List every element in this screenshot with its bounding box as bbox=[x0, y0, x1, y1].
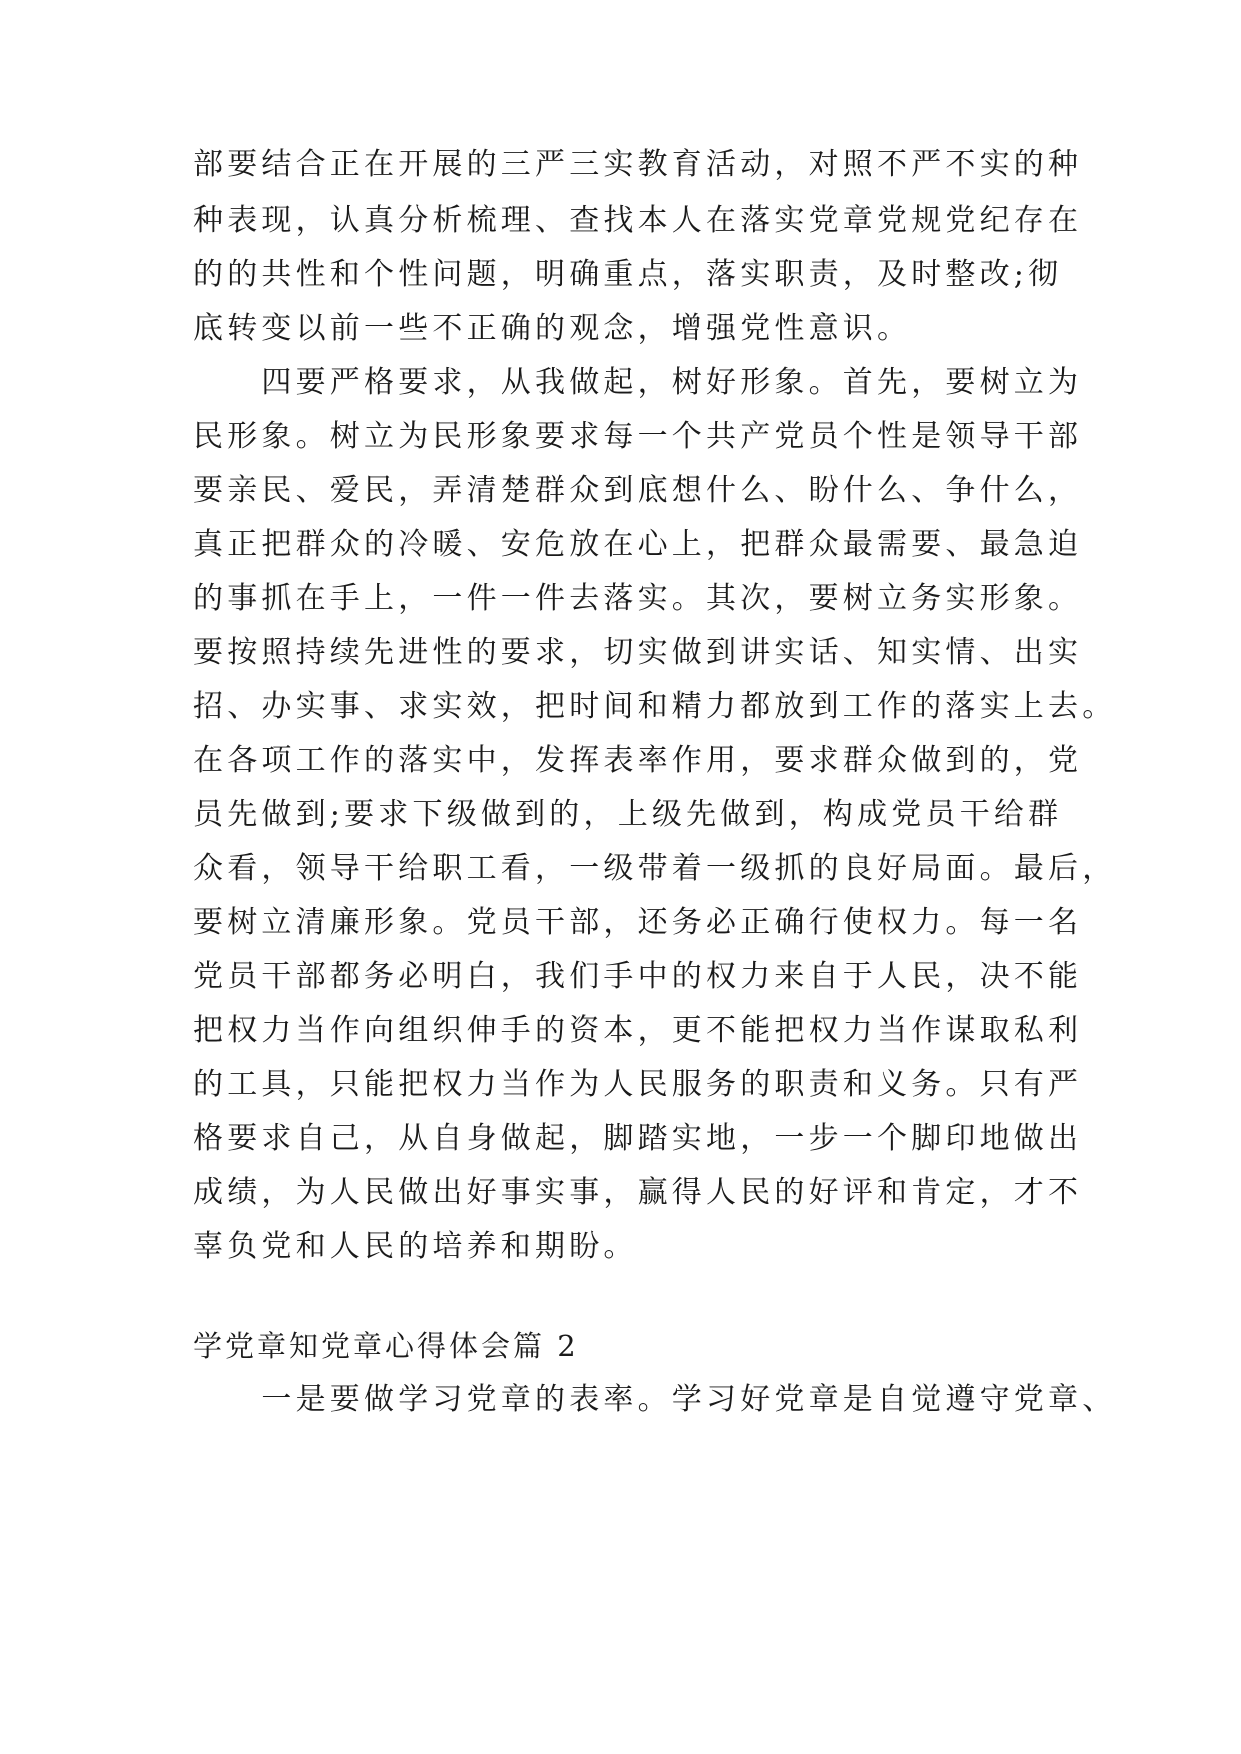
text-line: 辜负党和人民的培养和期盼。 bbox=[193, 1229, 638, 1264]
text-line: 众看，领导干给职工看，一级带着一级抓的良好局面。最后， bbox=[193, 851, 1117, 886]
text-line: 底转变以前一些不正确的观念，增强党性意识。 bbox=[193, 311, 912, 346]
text-line: 格要求自己，从自身做起，脚踏实地，一步一个脚印地做出 bbox=[193, 1121, 1083, 1156]
text-line: 把权力当作向组织伸手的资本，更不能把权力当作谋取私利 bbox=[193, 1013, 1083, 1048]
text-line: 要树立清廉形象。党员干部，还务必正确行使权力。每一名 bbox=[193, 905, 1083, 940]
text-line: 的事抓在手上，一件一件去落实。其次，要树立务实形象。 bbox=[193, 581, 1083, 616]
text-line: 一是要做学习党章的表率。学习好党章是自觉遵守党章、 bbox=[193, 1382, 1117, 1417]
text-line: 成绩，为人民做出好事实事，赢得人民的好评和肯定，才不 bbox=[193, 1175, 1083, 1210]
text-line: 的工具，只能把权力当作为人民服务的职责和义务。只有严 bbox=[193, 1067, 1083, 1102]
text-line: 招、办实事、求实效，把时间和精力都放到工作的落实上去。 bbox=[193, 689, 1117, 724]
text-line: 在各项工作的落实中，发挥表率作用，要求群众做到的，党 bbox=[193, 743, 1083, 778]
text-line: 要按照持续先进性的要求，切实做到讲实话、知实情、出实 bbox=[193, 635, 1083, 670]
text-line: 的的共性和个性问题，明确重点，落实职责，及时整改;彻 bbox=[193, 257, 1063, 292]
text-line: 员先做到;要求下级做到的，上级先做到，构成党员干给群 bbox=[193, 797, 1063, 832]
text-line: 党员干部都务必明白，我们手中的权力来自于人民，决不能 bbox=[193, 959, 1083, 994]
text-line: 部要结合正在开展的三严三实教育活动，对照不严不实的种 bbox=[193, 147, 1083, 182]
section-heading: 学党章知党章心得体会篇 2 bbox=[193, 1329, 579, 1363]
text-line: 民形象。树立为民形象要求每一个共产党员个性是领导干部 bbox=[193, 419, 1083, 454]
text-line: 真正把群众的冷暖、安危放在心上，把群众最需要、最急迫 bbox=[193, 527, 1083, 562]
text-line: 种表现，认真分析梳理、查找本人在落实党章党规党纪存在 bbox=[193, 203, 1083, 238]
text-line: 四要严格要求，从我做起，树好形象。首先，要树立为 bbox=[193, 365, 1083, 400]
text-line: 要亲民、爱民，弄清楚群众到底想什么、盼什么、争什么， bbox=[193, 473, 1083, 508]
